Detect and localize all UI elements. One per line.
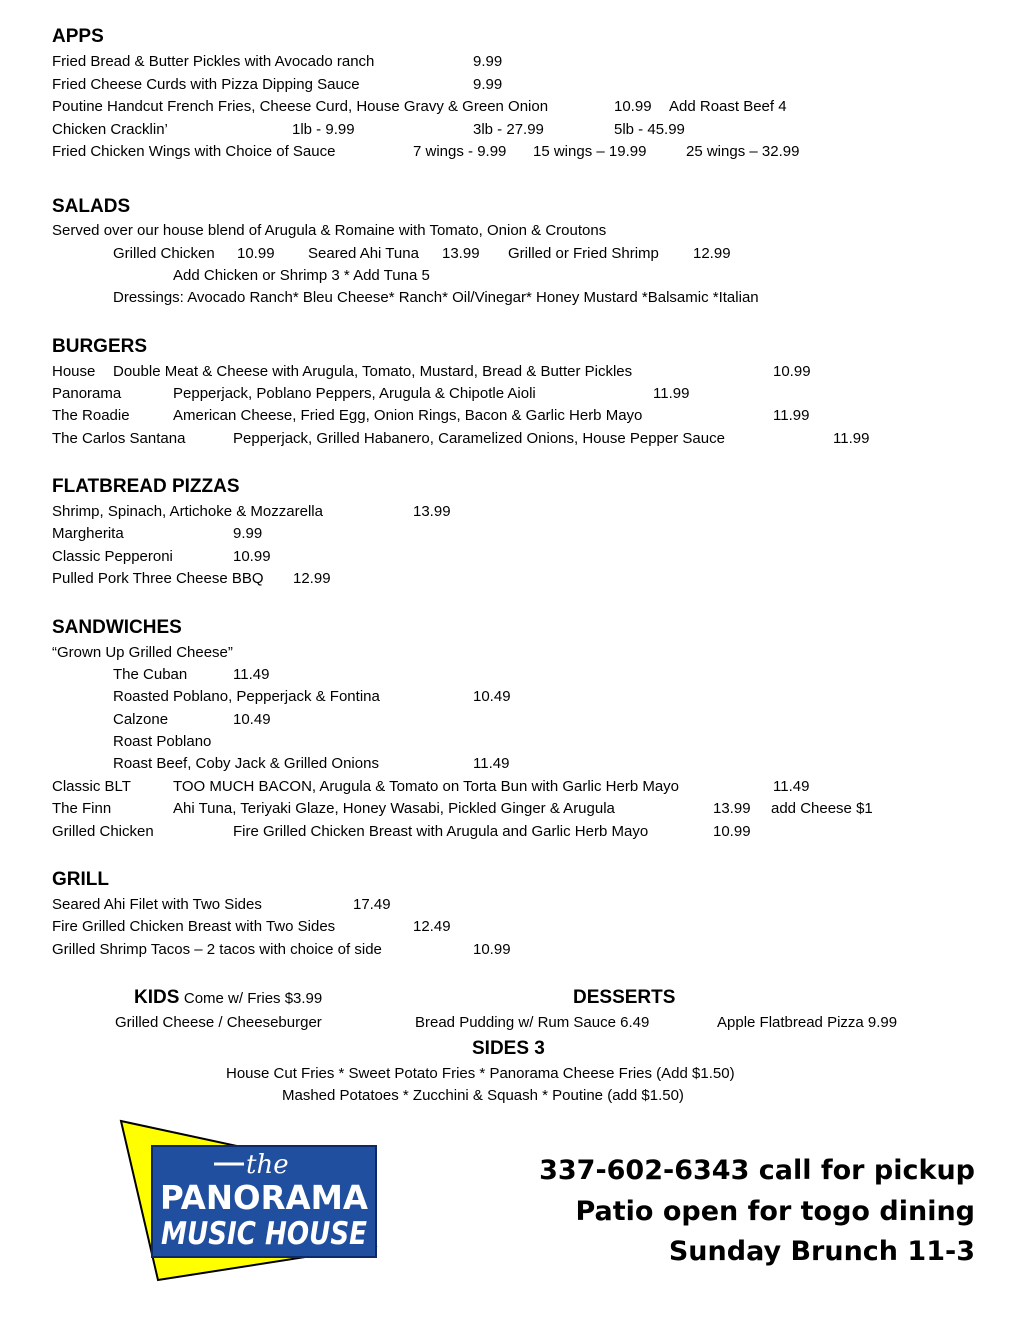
- logo-music-house-text: MUSIC HOUSE: [161, 1216, 367, 1252]
- sandwich-name: Grilled Chicken: [52, 823, 154, 840]
- apps-item-name: Chicken Cracklin’: [52, 121, 168, 138]
- apps-item-extra: Add Roast Beef 4: [669, 98, 787, 115]
- burgers-heading: BURGERS: [52, 336, 148, 357]
- sandwich-name: Classic BLT: [52, 778, 131, 795]
- burger-desc: Double Meat & Cheese with Arugula, Tomato, Mustard, Bread & Butter Pickles: [113, 363, 633, 380]
- salads-option: Seared Ahi Tuna: [308, 245, 419, 262]
- flatbread-name: Shrimp, Spinach, Artichoke & Mozzarella: [52, 503, 323, 520]
- desserts-heading: DESSERTS: [573, 987, 676, 1008]
- grilled-cheese-name: Roast Beef, Coby Jack & Grilled Onions: [113, 755, 379, 772]
- flatbread-price: 13.99: [413, 503, 451, 520]
- apps-item-name: Fried Bread & Butter Pickles with Avocado ranch: [52, 53, 375, 70]
- grilled-cheese-name: Roast Poblano: [113, 733, 212, 750]
- logo-graphic: [118, 1118, 380, 1288]
- apps-heading: APPS: [52, 26, 104, 47]
- grilled-cheese-price: 11.49: [233, 666, 270, 683]
- salads-dressings: Dressings: Avocado Ranch* Bleu Cheese* Ranch* Oil/Vinegar* Honey Mustard *Balsamic *Italian: [113, 289, 759, 306]
- salads-option: Grilled or Fried Shrimp: [508, 245, 659, 262]
- sides-line: House Cut Fries * Sweet Potato Fries * Panorama Cheese Fries (Add $1.50): [226, 1065, 735, 1082]
- sandwich-desc: Fire Grilled Chicken Breast with Arugula and Garlic Herb Mayo: [233, 823, 649, 840]
- grilled-cheese-name: Calzone: [113, 711, 169, 728]
- grill-price: 10.99: [473, 941, 511, 958]
- flatbread-name: Pulled Pork Three Cheese BBQ: [52, 570, 264, 587]
- salads-heading: SALADS: [52, 196, 131, 217]
- apps-item-price: 3lb - 27.99: [473, 121, 544, 138]
- flatbread-heading: FLATBREAD PIZZAS: [52, 476, 240, 497]
- grill-name: Grilled Shrimp Tacos – 2 tacos with choice of side: [52, 941, 382, 958]
- burger-desc: American Cheese, Fried Egg, Onion Rings, Bacon & Garlic Herb Mayo: [173, 407, 643, 424]
- grilled-cheese-price: 10.49: [473, 688, 511, 705]
- sandwich-desc: TOO MUCH BACON, Arugula & Tomato on Torta Bun with Garlic Herb Mayo: [173, 778, 680, 795]
- burger-name: Panorama: [52, 385, 122, 402]
- sandwich-price: 11.49: [773, 778, 810, 795]
- sandwich-price: 10.99: [713, 823, 751, 840]
- flatbread-name: Margherita: [52, 525, 124, 542]
- apps-item-name: Fried Chicken Wings with Choice of Sauce: [52, 143, 336, 160]
- flatbread-price: 10.99: [233, 548, 271, 565]
- kids-title: KIDS: [134, 987, 180, 1008]
- grilled-cheese-heading: “Grown Up Grilled Cheese”: [52, 644, 233, 661]
- logo-panorama-text: PANORAMA: [160, 1178, 369, 1217]
- salads-option-price: 12.99: [693, 245, 731, 262]
- apps-item-price: 1lb - 9.99: [292, 121, 355, 138]
- patio-line: Patio open for togo dining: [575, 1196, 975, 1227]
- apps-item-price: 7 wings - 9.99: [413, 143, 507, 160]
- burger-price: 11.99: [833, 430, 870, 447]
- salads-intro: Served over our house blend of Arugula & Romaine with Tomato, Onion & Croutons: [52, 222, 607, 239]
- apps-item-price: 10.99: [614, 98, 652, 115]
- sandwich-desc: Ahi Tuna, Teriyaki Glaze, Honey Wasabi, Pickled Ginger & Arugula: [173, 800, 615, 817]
- grilled-cheese-price: 10.49: [233, 711, 271, 728]
- grill-price: 12.49: [413, 918, 451, 935]
- brunch-line: Sunday Brunch 11-3: [668, 1236, 975, 1267]
- apps-item-name: Fried Cheese Curds with Pizza Dipping Sauce: [52, 76, 360, 93]
- dessert-item: Apple Flatbread Pizza 9.99: [717, 1014, 898, 1031]
- logo-the-text: the: [246, 1150, 289, 1180]
- sides-line: Mashed Potatoes * Zucchini & Squash * Poutine (add $1.50): [282, 1087, 684, 1104]
- salads-option-price: 10.99: [237, 245, 275, 262]
- burger-desc: Pepperjack, Grilled Habanero, Caramelized Onions, House Pepper Sauce: [233, 430, 725, 447]
- panorama-music-house-logo: [118, 1118, 380, 1288]
- grill-heading: GRILL: [52, 869, 109, 890]
- burger-desc: Pepperjack, Poblano Peppers, Arugula & Chipotle Aioli: [173, 385, 536, 402]
- apps-item-price: 9.99: [473, 53, 503, 70]
- sandwich-price: 13.99: [713, 800, 751, 817]
- phone-line: 337-602-6343 call for pickup: [539, 1155, 975, 1186]
- burger-name: House: [52, 363, 96, 380]
- salads-option-price: 13.99: [442, 245, 480, 262]
- grilled-cheese-name: The Cuban: [113, 666, 188, 683]
- kids-items: Grilled Cheese / Cheeseburger: [115, 1014, 322, 1031]
- apps-item-price: 25 wings – 32.99: [686, 143, 800, 160]
- sandwiches-heading: SANDWICHES: [52, 617, 182, 638]
- flatbread-price: 9.99: [233, 525, 263, 542]
- flatbread-name: Classic Pepperoni: [52, 548, 173, 565]
- apps-item-price: 9.99: [473, 76, 503, 93]
- grill-name: Seared Ahi Filet with Two Sides: [52, 896, 262, 913]
- apps-item-price: 5lb - 45.99: [614, 121, 685, 138]
- burger-price: 11.99: [773, 407, 810, 424]
- burger-price: 11.99: [653, 385, 690, 402]
- dessert-item: Bread Pudding w/ Rum Sauce 6.49: [415, 1014, 650, 1031]
- burger-name: The Roadie: [52, 407, 130, 424]
- sides-heading: SIDES 3: [472, 1038, 545, 1059]
- apps-item-name: Poutine Handcut French Fries, Cheese Curd, House Gravy & Green Onion: [52, 98, 549, 115]
- salads-addons: Add Chicken or Shrimp 3 * Add Tuna 5: [173, 267, 430, 284]
- apps-item-price: 15 wings – 19.99: [533, 143, 647, 160]
- burger-name: The Carlos Santana: [52, 430, 186, 447]
- grilled-cheese-price: 11.49: [473, 755, 510, 772]
- kids-subtitle: Come w/ Fries $3.99: [183, 990, 323, 1007]
- kids-heading: [134, 987, 322, 1009]
- grill-price: 17.49: [353, 896, 391, 913]
- burger-price: 10.99: [773, 363, 811, 380]
- grilled-cheese-name: Roasted Poblano, Pepperjack & Fontina: [113, 688, 380, 705]
- salads-option: Grilled Chicken: [113, 245, 215, 262]
- grill-name: Fire Grilled Chicken Breast with Two Sides: [52, 918, 336, 935]
- flatbread-price: 12.99: [293, 570, 331, 587]
- sandwich-extra: add Cheese $1: [771, 800, 873, 817]
- sandwich-name: The Finn: [52, 800, 112, 817]
